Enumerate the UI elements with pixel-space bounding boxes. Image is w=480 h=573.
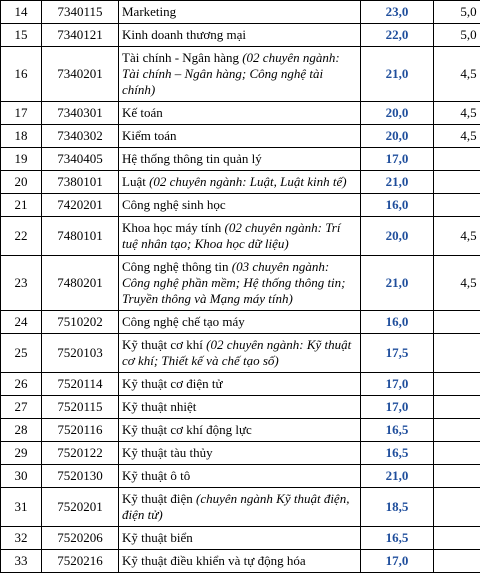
major-code-cell: 7510202 [42,311,119,334]
benchmark-score-cell: 20,0 [361,217,434,256]
major-name-cell [119,550,361,573]
benchmark-score-cell: 22,0 [361,24,434,47]
table-body [1,1,480,573]
major-code-cell: 7420201 [42,194,119,217]
row-number-cell: 21 [1,194,42,217]
row-number-cell: 17 [1,102,42,125]
specialization-note: (chuyên ngành Kỹ thuật điện, điện tử) [122,491,349,522]
major-name-cell [119,217,361,256]
row-number-cell: 31 [1,488,42,527]
major-code-cell: 7520115 [42,396,119,419]
major-name: Công nghệ sinh học [122,197,226,212]
table-row [1,419,480,442]
benchmark-score-cell: 18,5 [361,488,434,527]
benchmark-score-cell: 17,0 [361,148,434,171]
major-code-cell: 7340302 [42,125,119,148]
major-name-cell [119,47,361,102]
row-number-cell: 28 [1,419,42,442]
table-row [1,396,480,419]
specialization-note: (02 chuyên ngành: Trí tuệ nhân tạo; Khoa học dữ liệu) [122,220,340,251]
major-name-cell [119,148,361,171]
table-row [1,527,480,550]
table-row [1,24,480,47]
row-number-cell: 16 [1,47,42,102]
major-code-cell: 7480101 [42,217,119,256]
secondary-score-cell [434,465,480,488]
secondary-score-cell: 4,5 [434,256,480,311]
major-name-cell [119,465,361,488]
secondary-score-cell [434,194,480,217]
secondary-score-cell [434,396,480,419]
row-number-cell: 33 [1,550,42,573]
benchmark-score-cell: 23,0 [361,1,434,24]
major-name: Kỹ thuật điện [122,491,196,506]
major-name: Khoa học máy tính [122,220,225,235]
secondary-score-cell [434,488,480,527]
row-number-cell: 20 [1,171,42,194]
major-code-cell: 7340301 [42,102,119,125]
row-number-cell: 18 [1,125,42,148]
major-name: Công nghệ chế tạo máy [122,314,245,329]
major-code-cell: 7520122 [42,442,119,465]
major-name: Kế toán [122,105,163,120]
major-name: Marketing [122,4,176,19]
table-row [1,442,480,465]
major-name: Kỹ thuật cơ khí động lực [122,422,252,437]
row-number-cell: 23 [1,256,42,311]
specialization-note: (02 chuyên ngành: Kỹ thuật cơ khí; Thiết kế và chế tạo số) [122,337,351,368]
major-name-cell [119,334,361,373]
major-code-cell: 7520201 [42,488,119,527]
benchmark-score-cell: 21,0 [361,171,434,194]
row-number-cell: 15 [1,24,42,47]
benchmark-score-cell: 16,5 [361,442,434,465]
major-code-cell: 7520114 [42,373,119,396]
row-number-cell: 32 [1,527,42,550]
major-name-cell [119,1,361,24]
major-name: Kỹ thuật cơ khí [122,337,206,352]
major-code-cell: 7520103 [42,334,119,373]
benchmark-score-cell: 17,0 [361,550,434,573]
benchmark-score-cell: 16,5 [361,419,434,442]
secondary-score-cell: 4,5 [434,47,480,102]
secondary-score-cell [434,148,480,171]
major-name-cell [119,488,361,527]
benchmark-score-cell: 17,0 [361,373,434,396]
major-name-cell [119,102,361,125]
secondary-score-cell [434,171,480,194]
table-row [1,334,480,373]
secondary-score-cell [434,311,480,334]
major-code-cell: 7340405 [42,148,119,171]
table-row [1,102,480,125]
benchmark-score-cell: 20,0 [361,125,434,148]
table-row [1,256,480,311]
secondary-score-cell: 5,0 [434,1,480,24]
secondary-score-cell [434,419,480,442]
major-code-cell: 7520216 [42,550,119,573]
specialization-note: (02 chuyên ngành: Tài chính – Ngân hàng; Công nghệ tài chính) [122,50,340,97]
secondary-score-cell: 4,5 [434,125,480,148]
secondary-score-cell [434,442,480,465]
major-name: Kỹ thuật ô tô [122,468,190,483]
secondary-score-cell [434,373,480,396]
secondary-score-cell [434,527,480,550]
major-name-cell [119,125,361,148]
major-code-cell: 7340121 [42,24,119,47]
major-name-cell [119,171,361,194]
major-name-cell [119,442,361,465]
major-name-cell [119,396,361,419]
major-name: Kỹ thuật tàu thủy [122,445,213,460]
table-row [1,373,480,396]
benchmark-score-cell: 16,5 [361,527,434,550]
row-number-cell: 26 [1,373,42,396]
major-name: Hệ thống thông tin quản lý [122,151,262,166]
major-name: Kiểm toán [122,128,177,143]
major-code-cell: 7340115 [42,1,119,24]
major-name: Luật [122,174,149,189]
major-code-cell: 7480201 [42,256,119,311]
benchmark-score-cell: 16,0 [361,311,434,334]
row-number-cell: 24 [1,311,42,334]
major-name: Kỹ thuật biển [122,530,193,545]
table-row [1,148,480,171]
table-row [1,217,480,256]
major-name: Kỹ thuật điều khiển và tự động hóa [122,553,306,568]
secondary-score-cell [434,550,480,573]
row-number-cell: 22 [1,217,42,256]
major-name: Kỹ thuật nhiệt [122,399,196,414]
table-row [1,194,480,217]
major-name: Kinh doanh thương mại [122,27,246,42]
row-number-cell: 14 [1,1,42,24]
row-number-cell: 30 [1,465,42,488]
major-name: Kỹ thuật cơ điện tử [122,376,223,391]
major-code-cell: 7520206 [42,527,119,550]
major-name: Tài chính - Ngân hàng [122,50,242,65]
benchmark-score-cell: 16,0 [361,194,434,217]
major-name-cell [119,256,361,311]
row-number-cell: 27 [1,396,42,419]
major-name-cell [119,311,361,334]
major-code-cell: 7520130 [42,465,119,488]
table-row [1,1,480,24]
secondary-score-cell [434,334,480,373]
benchmark-score-cell: 17,5 [361,334,434,373]
specialization-note: (02 chuyên ngành: Luật, Luật kinh tế) [149,174,347,189]
table-row [1,171,480,194]
benchmark-score-cell: 21,0 [361,465,434,488]
table-row [1,47,480,102]
major-code-cell: 7520116 [42,419,119,442]
major-name-cell [119,373,361,396]
benchmark-score-cell: 21,0 [361,256,434,311]
secondary-score-cell: 4,5 [434,102,480,125]
secondary-score-cell: 4,5 [434,217,480,256]
major-code-cell: 7380101 [42,171,119,194]
major-name-cell [119,194,361,217]
row-number-cell: 29 [1,442,42,465]
benchmark-score-cell: 17,0 [361,396,434,419]
row-number-cell: 25 [1,334,42,373]
table-row [1,311,480,334]
benchmark-score-cell: 21,0 [361,47,434,102]
major-name-cell [119,24,361,47]
table-row [1,125,480,148]
major-name: Công nghệ thông tin [122,259,232,274]
major-code-cell: 7340201 [42,47,119,102]
major-name-cell [119,527,361,550]
major-name-cell [119,419,361,442]
table-row [1,488,480,527]
secondary-score-cell: 5,0 [434,24,480,47]
specialization-note: (03 chuyên ngành: Công nghệ phần mềm; Hệ thống thông tin; Truyền thông và Mạng máy tính) [122,259,346,306]
benchmark-score-cell: 20,0 [361,102,434,125]
table-row [1,550,480,573]
row-number-cell: 19 [1,148,42,171]
table-row [1,465,480,488]
